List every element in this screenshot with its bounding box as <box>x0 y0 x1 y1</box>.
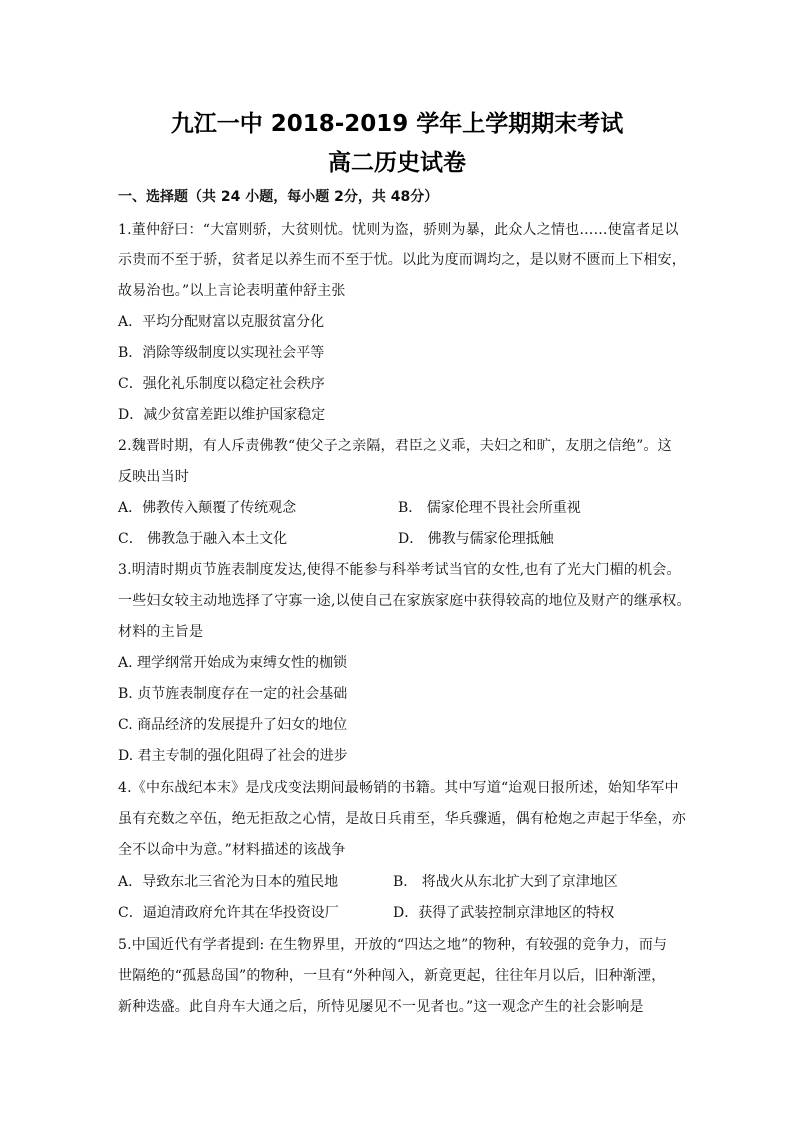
q1-option-c: C．强化礼乐制度以稳定社会秩序 <box>118 376 325 392</box>
q2-option-b: B． 儒家伦理不畏社会所重视 <box>398 500 581 516</box>
q3-option-b: B. 贞节旌表制度存在一定的社会基础 <box>118 686 348 702</box>
q4-option-a: A．导致东北三省沦为日本的殖民地 <box>118 874 339 890</box>
exam-title: 九江一中 2018-2019 学年上学期期末考试 <box>170 111 624 137</box>
q3-line-1: 3.明清时期贞节旌表制度发达,使得不能参与科举考试当官的女性,也有了光大门楣的机会。 <box>118 562 681 578</box>
q3-line-2: 一些妇女较主动地选择了守寡一途,以使自己在家族家庭中获得较高的地位及财产的继承权。 <box>118 593 691 609</box>
q2-option-c: C． 佛教急于融入本土文化 <box>118 531 288 547</box>
q4-option-d: D．获得了武装控制京津地区的特权 <box>393 905 615 921</box>
q2-line-2: 反映出当时 <box>118 469 189 485</box>
q3-option-d: D. 君主专制的强化阻碍了社会的进步 <box>118 748 348 764</box>
q1-option-d: D．减少贫富差距以维护国家稳定 <box>118 407 326 423</box>
q5-line-1: 5.中国近代有学者提到: 在生物界里，开放的“四达之地”的物种，有较强的竞争力，而与 <box>118 937 668 953</box>
q2-line-1: 2.魏晋时期，有人斥责佛教“使父子之亲隔，君臣之义乖，夫妇之和旷，友朋之信绝”。这 <box>118 438 672 454</box>
q3-line-3: 材料的主旨是 <box>118 624 204 640</box>
section-heading: 一、选择题（共 24 小题，每小题 2分，共 48分） <box>118 189 439 205</box>
q1-line-3: 故易治也。”以上言论表明董仲舒主张 <box>118 283 346 299</box>
q4-line-2: 虽有充数之卒伍，绝无拒敌之心情，是故日兵甫至，华兵骤遁，偶有枪炮之声起于华垒，亦 <box>118 811 686 827</box>
q2-option-a: A．佛教传入颠覆了传统观念 <box>118 500 297 516</box>
exam-subtitle: 高二历史试卷 <box>328 150 466 176</box>
q4-option-c: C．逼迫清政府允许其在华投资设厂 <box>118 905 339 921</box>
q1-option-b: B．消除等级制度以实现社会平等 <box>118 345 325 361</box>
q1-line-1: 1.董仲舒曰：“大富则骄，大贫则忧。忧则为盗，骄则为暴，此众人之情也……使富者足以 <box>118 222 679 238</box>
q1-line-2: 示贵而不至于骄，贫者足以养生而不至于忧。以此为度而调均之，是以财不匮而上下相安， <box>118 252 686 268</box>
q3-option-a: A. 理学纲常开始成为束缚女性的枷锁 <box>118 655 348 671</box>
q3-option-c: C. 商品经济的发展提升了妇女的地位 <box>118 717 348 733</box>
q5-line-2: 世隔绝的“孤悬岛国”的物种，一旦有“外种闯入，新竟更起，往往年月以后，旧种渐湮， <box>118 968 666 984</box>
q4-line-1: 4.《中东战纪本末》是戊戌变法期间最畅销的书籍。其中写道“迨观日报所述，始知华军中 <box>118 780 679 796</box>
q4-line-3: 全不以命中为意。”材料描述的该战争 <box>118 842 346 858</box>
q2-option-d: D． 佛教与儒家伦理抵触 <box>398 531 554 547</box>
q4-option-b: B． 将战火从东北扩大到了京津地区 <box>393 874 618 890</box>
q5-line-3: 新种迭盛。此自舟车大通之后，所恃见屡见不一见者也。”这一观念产生的社会影响是 <box>118 999 644 1015</box>
q1-option-a: A．平均分配财富以克服贫富分化 <box>118 314 325 330</box>
